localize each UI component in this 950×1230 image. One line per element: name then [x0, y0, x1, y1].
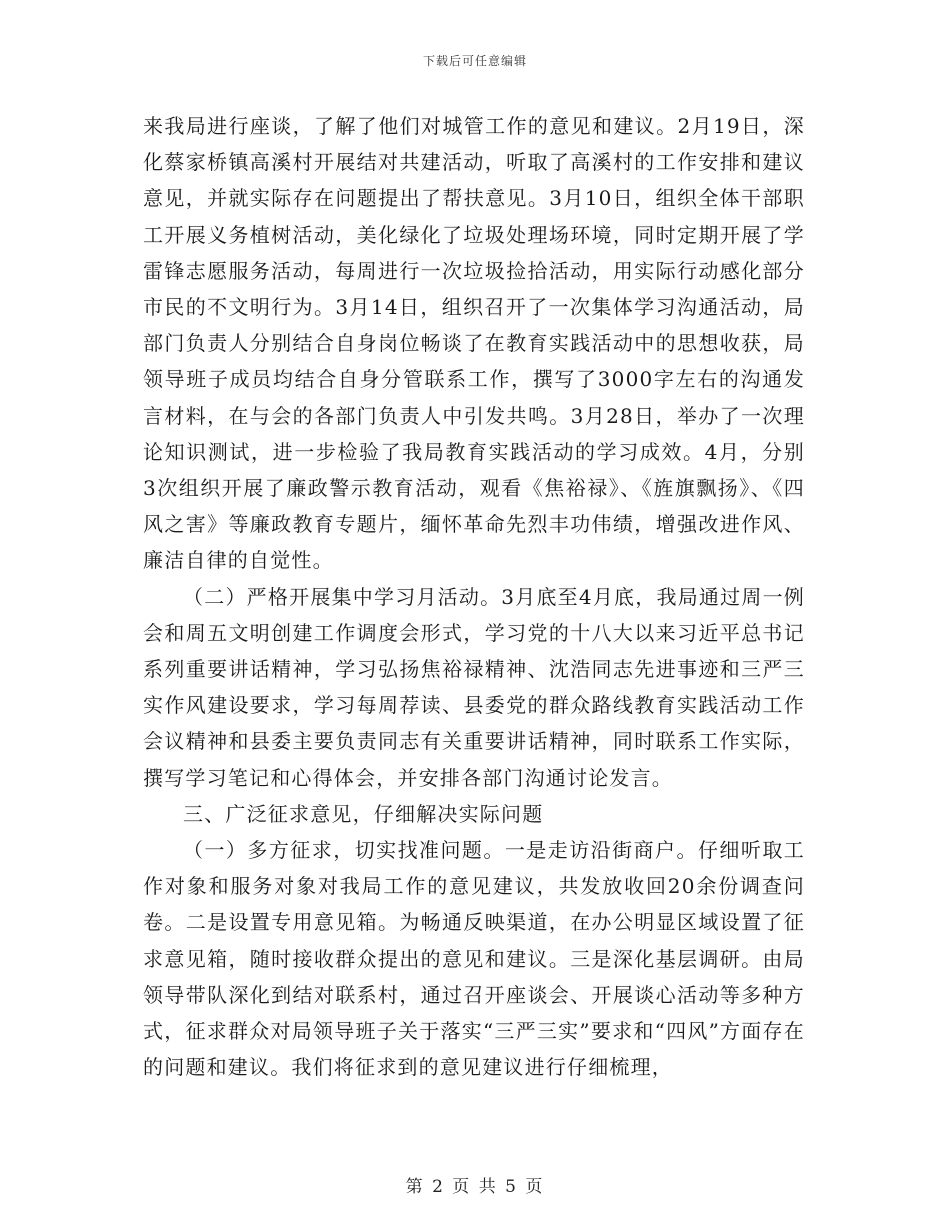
page-number: 第 2 页 共 5 页 [405, 1177, 545, 1197]
paragraph-2: （二）严格开展集中学习月活动。3月底至4月底，我局通过周一例会和周五文明创建工作调度会形式，学习党的十八大以来习近平总书记系列重要讲话精神，学习弘扬焦裕禄精神、沈浩同志先进事迹和三严三实作风建设要求，学习每周荐读、县委党的群众路线教育实践活动工作会议精神和县委主要负责同志有关重要讲话精神，同时联系工作实际，撰写学习笔记和心得体会，并安排各部门沟通讨论发言。 [143, 584, 805, 790]
page-header: 下载后可任意编辑 [422, 54, 527, 68]
paragraph-1: 来我局进行座谈，了解了他们对城管工作的意见和建议。2月19日，深化蔡家桥镇高溪村开展结对共建活动，听取了高溪村的工作安排和建议意见，并就实际存在问题提出了帮扶意见。3月10日，组织全体干部职工开展义务植树活动，美化绿化了垃圾处理场环境，同时定期开展了学雷锋志愿服务活动，每周进行一次垃圾捡拾活动，用实际行动感化部分市民的不文明行为。3月14日，组织召开了一次集体学习沟通活动，局部门负责人分别结合自身岗位畅谈了在教育实践活动中的思想收获，局领导班子成员均结合自身分管联系工作，撰写了3000字左右的沟通发言材料，在与会的各部门负责人中引发共鸣。3月28日，举办了一次理论知识测试，进一步检验了我局教育实践活动的学习成效。4月，分别3次组织开展了廉政警示教育活动，观看《焦裕禄》、《旌旗飘扬》、《四风之害》等廉政教育专题片，缅怀革命先烈丰功伟绩，增强改进作风、廉洁自律的自觉性。 [143, 114, 805, 573]
paragraph-3: （一）多方征求，切实找准问题。一是走访沿街商户。仔细听取工作对象和服务对象对我局工作的意见建议，共发放收回20余份调查问卷。二是设置专用意见箱。为畅通反映渠道，在办公明显区域设置了征求意见箱，随时接收群众提出的意见和建议。三是深化基层调研。由局领导带队深化到结对联系村，通过召开座谈会、开展谈心活动等多种方式，征求群众对局领导班子关于落实“三严三实”要求和“四风”方面存在的问题和建议。我们将征求到的意见建议进行仔细梳理， [143, 838, 805, 1080]
section-heading: 三、广泛征求意见，仔细解决实际问题 [183, 801, 544, 826]
document-body [143, 108, 805, 1085]
